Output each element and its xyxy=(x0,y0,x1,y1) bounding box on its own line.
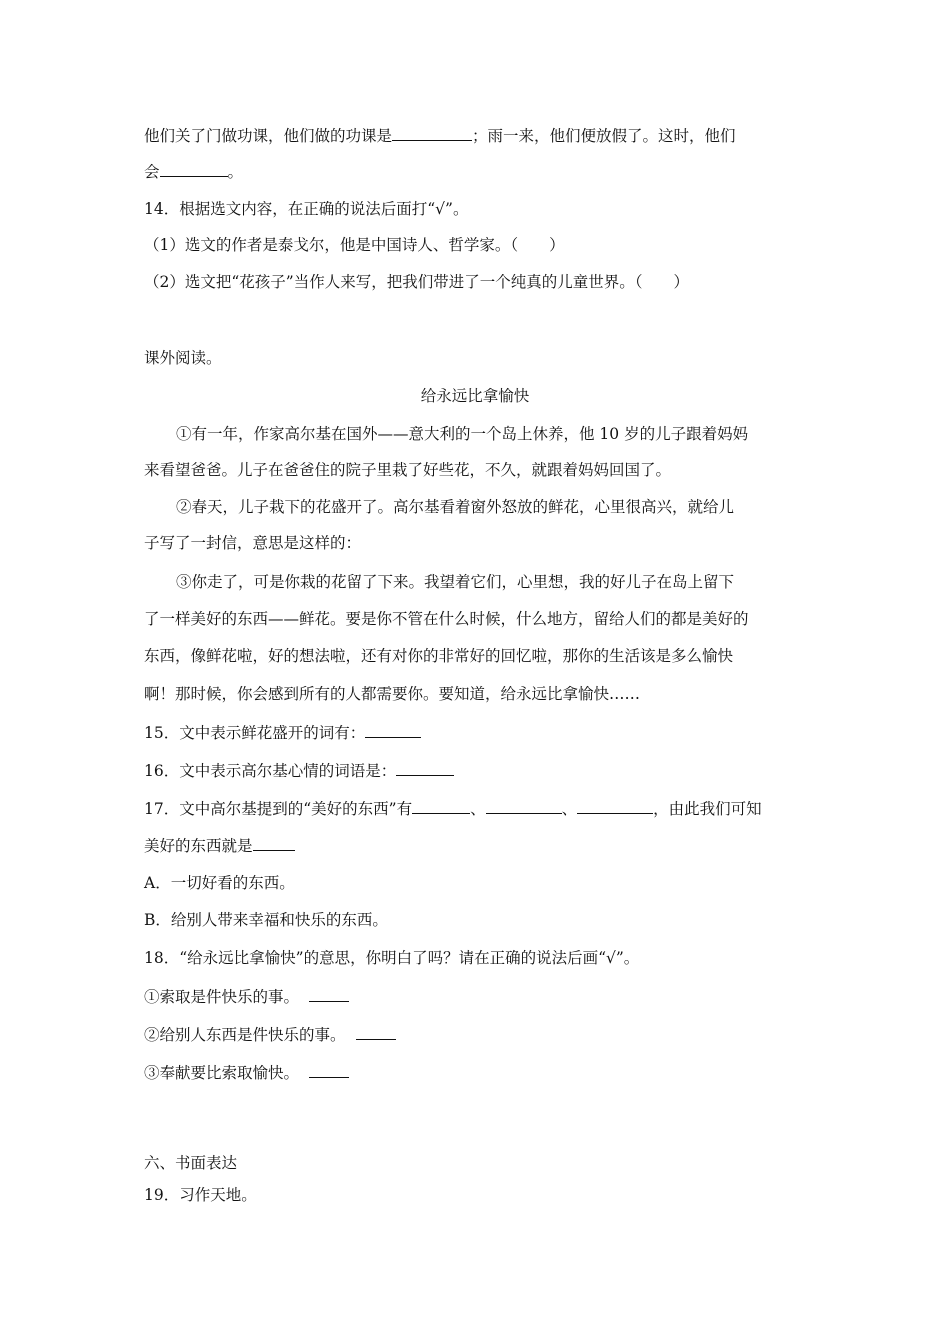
question-19: 19．习作天地。 xyxy=(144,1186,257,1204)
answer-blank[interactable] xyxy=(309,985,349,1002)
passage-line: 东西，像鲜花啦，好的想法啦，还有对你的非常好的回忆啦，那你的生活该是多么愉快 xyxy=(144,647,734,665)
passage-title: 给永远比拿愉快 xyxy=(420,387,530,405)
question-15: 15．文中表示鲜花盛开的词有： xyxy=(144,721,421,744)
passage-line: ②春天，儿子栽下的花盛开了。高尔基看着窗外怒放的鲜花，心里很高兴，就给儿 xyxy=(176,498,735,516)
option-b: B．给别人带来幸福和快乐的东西。 xyxy=(144,911,388,929)
question-18: 18．“给永远比拿愉快”的意思，你明白了吗？请在正确的说法后画“√”。 xyxy=(144,949,640,967)
question-14: 14．根据选文内容，在正确的说法后面打“√”。 xyxy=(144,200,469,218)
passage-line: ③你走了，可是你栽的花留了下来。我望着它们，心里想，我的好儿子在岛上留下 xyxy=(176,573,735,591)
answer-blank[interactable] xyxy=(396,759,454,776)
answer-blank[interactable] xyxy=(486,797,562,814)
question-14-item-1: （1）选文的作者是泰戈尔，他是中国诗人、哲学家。（ ） xyxy=(144,236,565,254)
question-16: 16．文中表示高尔基心情的词语是： xyxy=(144,759,454,782)
question-14-item-2: （2）选文把“花孩子”当作人来写，把我们带进了一个纯真的儿童世界。（ ） xyxy=(144,273,689,291)
passage-line: 来看望爸爸。儿子在爸爸住的院子里栽了好些花，不久，就跟着妈妈回国了。 xyxy=(144,461,672,479)
question-18-item-3: ③奉献要比索取愉快。 xyxy=(144,1061,349,1084)
question-17: 17．文中高尔基提到的“美好的东西”有 、 、 ，由此我们可知 xyxy=(144,797,762,820)
text-line: 他们关了门做功课，他们做的功课是 ；雨一来，他们便放假了。这时，他们 xyxy=(144,124,736,147)
answer-blank[interactable] xyxy=(160,160,228,177)
section-heading-6: 六、书面表达 xyxy=(144,1154,238,1172)
passage-line: ①有一年，作家高尔基在国外——意大利的一个岛上休养，他 10 岁的儿子跟着妈妈 xyxy=(176,425,749,443)
answer-blank[interactable] xyxy=(253,834,295,851)
answer-blank[interactable] xyxy=(365,721,421,738)
answer-blank[interactable] xyxy=(392,124,472,141)
answer-blank[interactable] xyxy=(356,1023,396,1040)
text-line: 会 。 xyxy=(144,160,243,183)
option-a: A．一切好看的东西。 xyxy=(144,874,295,892)
passage-line: 啊！那时候，你会感到所有的人都需要你。要知道，给永远比拿愉快…… xyxy=(144,685,641,703)
section-heading: 课外阅读。 xyxy=(144,349,222,367)
passage-line: 了一样美好的东西——鲜花。要是你不管在什么时候，什么地方，留给人们的都是美好的 xyxy=(144,610,749,628)
answer-blank[interactable] xyxy=(577,797,653,814)
passage-line: 子写了一封信，意思是这样的： xyxy=(144,534,362,552)
answer-blank[interactable] xyxy=(412,797,470,814)
answer-blank[interactable] xyxy=(309,1061,349,1078)
question-18-item-1: ①索取是件快乐的事。 xyxy=(144,985,349,1008)
question-17-continued: 美好的东西就是 xyxy=(144,834,295,857)
question-18-item-2: ②给别人东西是件快乐的事。 xyxy=(144,1023,396,1046)
